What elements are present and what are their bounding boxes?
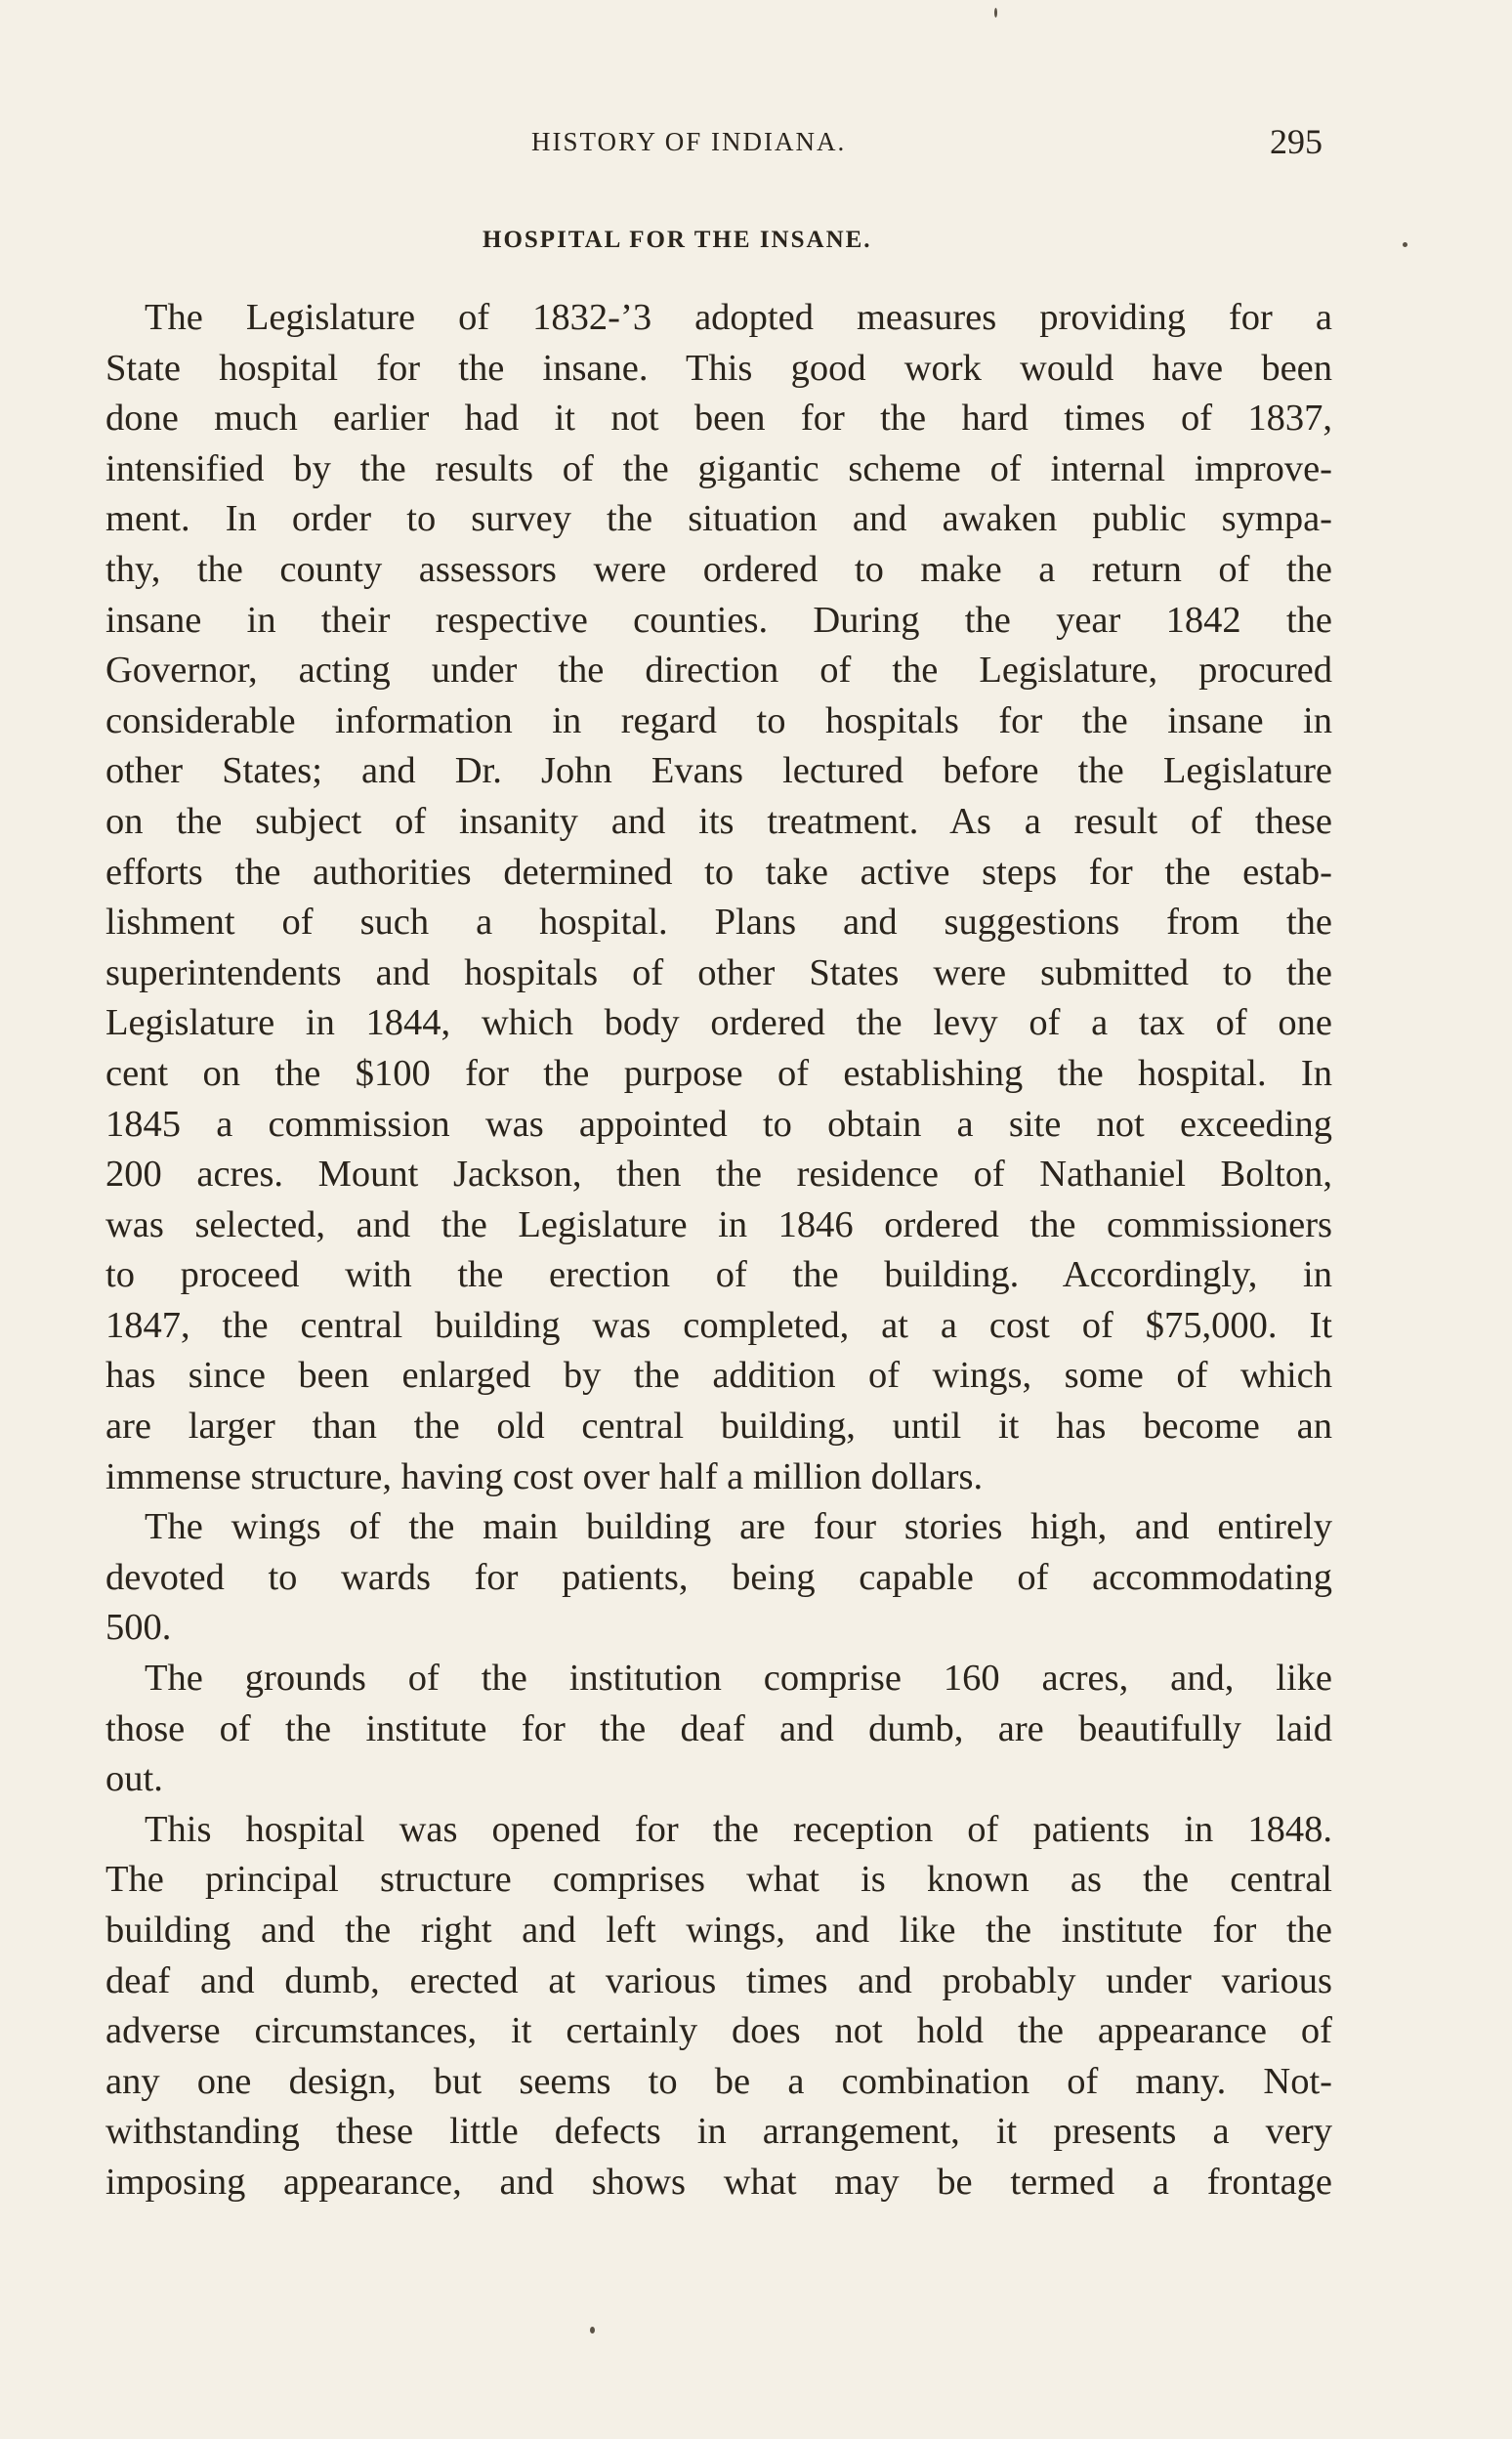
text-line: thy, the county assessors were ordered to make a return of the — [105, 548, 1332, 590]
paragraph — [105, 1805, 1332, 2208]
paper-speck — [1403, 242, 1407, 247]
paragraph — [105, 293, 1332, 1502]
text-line: cent on the $100 for the purpose of establishing the hospital. In — [105, 1052, 1332, 1094]
text-line: This hospital was opened for the reception of patients in 1848. — [145, 1808, 1332, 1850]
text-line: withstanding these little defects in arrangement, it presents a very — [105, 2111, 1332, 2153]
text-line: those of the institute for the deaf and dumb, are beautifully laid — [105, 1707, 1332, 1749]
text-line: State hospital for the insane. This good work would have been — [105, 347, 1332, 389]
text-line: insane in their respective counties. During the year 1842 the — [105, 599, 1332, 641]
paragraph — [105, 1502, 1332, 1654]
text-line: superintendents and hospitals of other States were submitted to the — [105, 951, 1332, 993]
text-line: ment. In order to survey the situation and awaken public sympa- — [105, 498, 1332, 540]
text-line: The grounds of the institution comprise 160 acres, and, like — [145, 1658, 1332, 1700]
text-line: was selected, and the Legislature in 1846 ordered the commissioners — [105, 1203, 1332, 1245]
running-head: HISTORY OF INDIANA. — [531, 127, 847, 156]
text-line: Legislature in 1844, which body ordered the levy of a tax of one — [105, 1002, 1332, 1044]
text-line: 200 acres. Mount Jackson, then the residence of Nathaniel Bolton, — [105, 1154, 1332, 1196]
text-line: deaf and dumb, erected at various times and probably under various — [105, 1959, 1332, 2001]
text-line: The principal structure comprises what is known as the central — [105, 1859, 1332, 1901]
text-line: done much earlier had it not been for the hard times of 1837, — [105, 398, 1332, 440]
text-line: imposing appearance, and shows what may be termed a frontage — [105, 2161, 1332, 2203]
section-title: HOSPITAL FOR THE INSANE. — [483, 227, 872, 253]
text-line: other States; and Dr. John Evans lectured before the Legislature — [105, 750, 1332, 792]
page-number: 295 — [1270, 122, 1323, 161]
text-line: Governor, acting under the direction of the Legislature, procured — [105, 650, 1332, 692]
body-text — [105, 293, 1332, 2208]
text-line: 500. — [105, 1607, 172, 1649]
text-line: 1845 a commission was appointed to obtain a site not exceeding — [105, 1103, 1332, 1145]
text-line: any one design, but seems to be a combination of many. Not- — [105, 2060, 1332, 2102]
paper-speck — [590, 2327, 595, 2334]
text-line: out. — [105, 1758, 163, 1800]
text-line: immense structure, having cost over half a million dollars. — [105, 1455, 984, 1497]
text-line: considerable information in regard to hospitals for the insane in — [105, 699, 1332, 741]
text-line: lishment of such a hospital. Plans and suggestions from the — [105, 902, 1332, 944]
text-line: on the subject of insanity and its treatment. As a result of these — [105, 800, 1332, 842]
text-line: 1847, the central building was completed, at a cost of $75,000. It — [105, 1304, 1332, 1346]
text-line: to proceed with the erection of the building. Accordingly, in — [105, 1254, 1332, 1296]
text-line: devoted to wards for patients, being capable of accommodating — [105, 1556, 1332, 1598]
text-line: has since been enlarged by the addition of wings, some of which — [105, 1355, 1332, 1397]
text-line: The wings of the main building are four stories high, and entirely — [145, 1506, 1332, 1548]
paragraph — [105, 1654, 1332, 1805]
text-line: efforts the authorities determined to take active steps for the estab- — [105, 851, 1332, 893]
text-line: are larger than the old central building, until it has become an — [105, 1406, 1332, 1448]
text-line: The Legislature of 1832-’3 adopted measures providing for a — [145, 297, 1332, 338]
text-line: adverse circumstances, it certainly does not hold the appearance of — [105, 2010, 1332, 2052]
text-line: intensified by the results of the gigantic scheme of internal improve- — [105, 447, 1332, 489]
paper-speck — [994, 8, 997, 18]
text-line: building and the right and left wings, and like the institute for the — [105, 1910, 1332, 1951]
